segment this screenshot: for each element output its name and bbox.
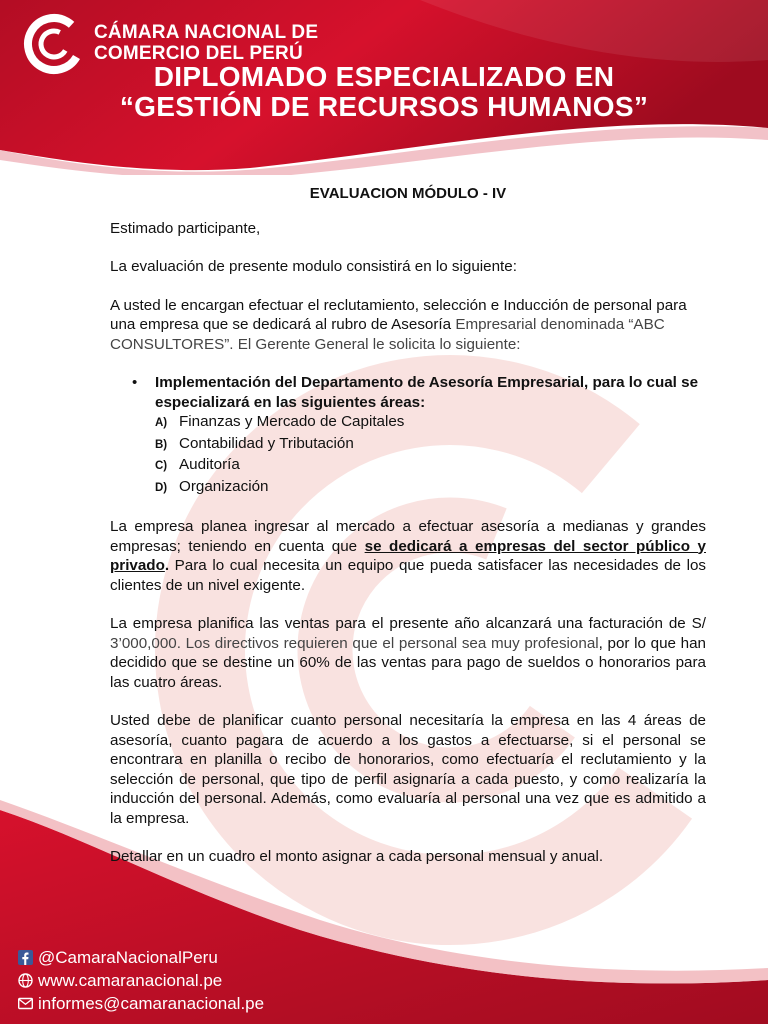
list-item <box>155 412 706 434</box>
intro-paragraph: La evaluación de presente modulo consistirá en lo siguiente: <box>110 258 517 275</box>
program-title-line-1: DIPLOMADO ESPECIALIZADO EN <box>153 61 615 92</box>
program-title <box>0 62 768 122</box>
list-item <box>155 434 706 456</box>
document-body <box>110 184 706 886</box>
market-text-d: Para lo cual necesita un equipo que pueda satisfacer las necesidades de los clientes de un nivel exigente. <box>110 557 706 594</box>
planning-paragraph: Usted debe de planificar cuanto personal necesitaría la empresa en las 4 áreas de asesoría, cuanto pagara de acuerdo a los gastos a efectuarse, si el personal se encontrara en planilla o recibo de honorarios, como efectuaría el reclutamiento y la selección de personal, que tipo de perfil asignaría a cada puesto, y como realizaría la inducción del personal. Además, como evaluaría al personal una vez que es admitido a la empresa. <box>110 712 706 827</box>
organization-name <box>94 22 318 64</box>
market-emphasis: se dedicará a empresas del sector público y privado <box>110 537 706 574</box>
envelope-icon <box>18 996 33 1011</box>
assignment-paragraph <box>110 296 706 355</box>
facebook-handle: @CamaraNacionalPeru <box>38 948 218 967</box>
list-item-text: Contabilidad y Tributación <box>179 434 354 452</box>
list-item-letter: B) <box>155 438 168 451</box>
detail-paragraph: Detallar en un cuadro el monto asignar a cada personal mensual y anual. <box>110 848 604 865</box>
email-contact[interactable] <box>18 992 264 1015</box>
sales-paragraph <box>110 614 706 692</box>
website-url: www.camaranacional.pe <box>38 971 223 990</box>
email-address: informes@camaranacional.pe <box>38 994 265 1013</box>
market-text-a: La empresa planea ingresar al mercado a efectuar asesoría a medianas y grandes empresas; teniendo en cuenta que <box>110 518 706 555</box>
market-paragraph <box>110 517 706 595</box>
list-item-letter: C) <box>155 460 168 472</box>
org-name-line-2: COMERCIO DEL PERÚ <box>94 43 303 64</box>
list-item <box>155 477 706 499</box>
website-contact[interactable] <box>18 969 264 992</box>
areas-bullet <box>110 373 706 498</box>
sales-text-a: La empresa planifica las ventas para el presente año alcanzará una facturación de S/ <box>110 615 706 632</box>
list-item <box>155 455 706 477</box>
list-item-text: Organización <box>179 477 269 495</box>
globe-icon <box>18 973 33 988</box>
contact-info <box>18 946 264 1015</box>
market-period: . <box>164 557 170 574</box>
sales-text-c: , por lo que han decidido que se destine un 60% de las ventas para pago de sueldos o honorarios para las cuatro áreas. <box>110 634 706 691</box>
areas-list <box>155 412 706 498</box>
org-name-line-1: CÁMARA NACIONAL DE <box>94 22 319 43</box>
assignment-text-a: A usted le encargan efectuar el reclutamiento, selección e Inducción de personal para una empresa que se dedicará al rubro de Asesoría <box>110 296 687 333</box>
list-item-text: Finanzas y Mercado de Capitales <box>179 413 405 430</box>
evaluation-title: EVALUACION MÓDULO - IV <box>309 185 507 202</box>
facebook-icon <box>18 950 33 965</box>
bullet-heading: Implementación del Departamento de Asesoría Empresarial, para lo cual se especializará en las siguientes áreas: <box>155 374 699 411</box>
assignment-text-b: Empresarial denominada “ABC CONSULTORES”. El Gerente General le solicita lo siguiente: <box>110 316 665 353</box>
greeting: Estimado participante, <box>110 219 261 237</box>
bullet-marker: • <box>132 374 138 391</box>
sales-text-b: 3’000,000. Los directivos requieren que el personal sea muy profesional <box>110 634 599 652</box>
list-item-letter: A) <box>155 417 168 429</box>
list-item-letter: D) <box>155 481 168 494</box>
list-item-text: Auditoría <box>179 456 240 473</box>
program-title-line-2: “GESTIÓN DE RECURSOS HUMANOS” <box>119 91 649 122</box>
facebook-contact[interactable] <box>18 946 264 969</box>
